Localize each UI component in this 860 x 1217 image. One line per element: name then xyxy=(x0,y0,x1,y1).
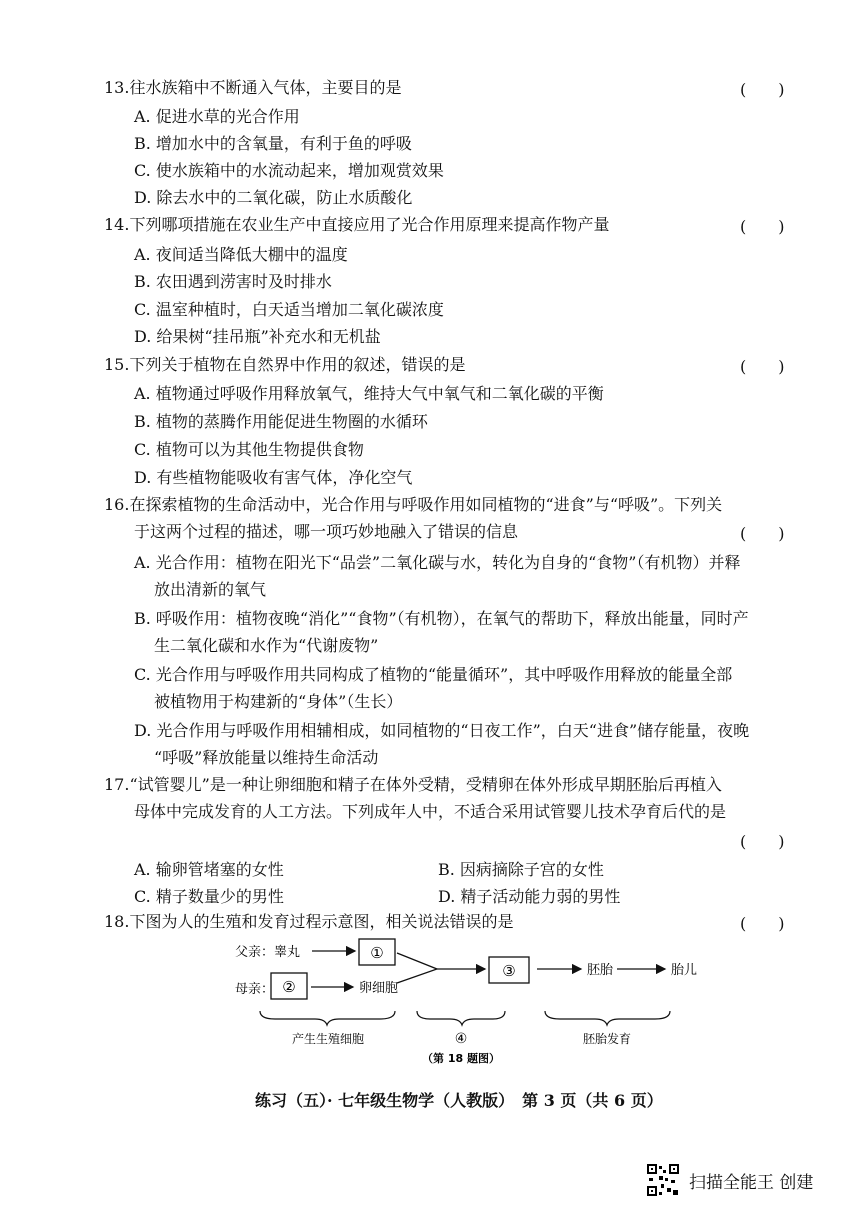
brace-left xyxy=(260,1011,395,1025)
egg-label: 卵细胞 xyxy=(359,981,399,996)
q14-option-d: D. 给果树“挂吊瓶”补充水和无机盐 xyxy=(134,327,381,346)
q17-option-a: A. 输卵管堵塞的女性 xyxy=(134,860,284,879)
page-footer: 练习（五）· 七年级生物学（人教版） 第 3 页（共 6 页） xyxy=(255,1091,663,1110)
q17-answer-paren: ( ) xyxy=(740,832,785,851)
label-4: ④ xyxy=(454,1031,468,1047)
q17-option-c: C. 精子数量少的男性 xyxy=(134,887,284,906)
q18-stem: 18.下图为人的生殖和发育过程示意图，相关说法错误的是 xyxy=(104,912,514,931)
q16-option-c-line2: 被植物用于构建新的“身体”（生长） xyxy=(154,692,403,711)
label-embryo-development: 胚胎发育 xyxy=(582,1032,632,1046)
box-1-label: ① xyxy=(370,944,384,962)
father-label: 父亲：睾丸 xyxy=(235,945,301,960)
q13-option-a: A. 促进水草的光合作用 xyxy=(134,107,300,126)
q14-stem: 14.下列哪项措施在农业生产中直接应用了光合作用原理来提高作物产量 xyxy=(104,215,610,234)
merge-lines xyxy=(397,953,437,983)
q13-option-d: D. 除去水中的二氧化碳，防止水质酸化 xyxy=(134,188,413,207)
q16-option-c-line1: C. 光合作用与呼吸作用共同构成了植物的“能量循环”，其中呼吸作用释放的能量全部 xyxy=(134,665,733,684)
q16-option-a-line1: A. 光合作用：植物在阳光下“品尝”二氧化碳与水，转化为自身的“食物”（有机物）并释 xyxy=(134,553,741,572)
q17-stem-line1: 17.“试管婴儿”是一种让卵细胞和精子在体外受精，受精卵在体外形成早期胚胎后再植入 xyxy=(104,775,722,794)
q16-stem-line2: 于这两个过程的描述，哪一项巧妙地融入了错误的信息 xyxy=(134,522,519,541)
brace-right xyxy=(545,1011,670,1025)
q15-option-b: B. 植物的蒸腾作用能促进生物圈的水循环 xyxy=(134,412,428,431)
embryo-label: 胚胎 xyxy=(587,963,614,978)
q13-option-b: B. 增加水中的含氧量，有利于鱼的呼吸 xyxy=(134,134,412,153)
q13-answer-paren: ( ) xyxy=(740,80,785,99)
q16-option-b-line1: B. 呼吸作用：植物夜晚“消化”“食物”（有机物），在氧气的帮助下，释放出能量，同时产 xyxy=(134,609,749,628)
q15-option-a: A. 植物通过呼吸作用释放氧气，维持大气中氧气和二氧化碳的平衡 xyxy=(134,384,604,403)
q14-option-c: C. 温室种植时，白天适当增加二氧化碳浓度 xyxy=(134,300,444,319)
q13-stem: 13.往水族箱中不断通入气体，主要目的是 xyxy=(104,78,402,97)
box-3-label: ③ xyxy=(502,962,516,980)
brace-mid xyxy=(417,1011,505,1025)
q16-answer-paren: ( ) xyxy=(740,524,785,543)
q17-option-b: B. 因病摘除子宫的女性 xyxy=(438,860,604,879)
q17-option-d: D. 精子活动能力弱的男性 xyxy=(438,887,621,906)
watermark-text: 扫描全能王 创建 xyxy=(689,1172,814,1193)
q16-option-d-line2: “呼吸”释放能量以维持生命活动 xyxy=(154,748,379,767)
reproduction-diagram xyxy=(225,935,745,1075)
figure-caption: （第 18 题图） xyxy=(422,1052,500,1065)
q15-answer-paren: ( ) xyxy=(740,357,785,376)
box-2-label: ② xyxy=(282,978,296,996)
q16-stem-line1: 16.在探索植物的生命活动中，光合作用与呼吸作用如同植物的“进食”与“呼吸”。下列关 xyxy=(104,495,723,514)
mother-label: 母亲： xyxy=(235,982,275,997)
q15-option-c: C. 植物可以为其他生物提供食物 xyxy=(134,440,364,459)
q14-option-a: A. 夜间适当降低大棚中的温度 xyxy=(134,245,348,264)
q16-option-d-line1: D. 光合作用与呼吸作用相辅相成，如同植物的“日夜工作”，白天“进食”储存能量，夜晚 xyxy=(134,721,750,740)
q15-option-d: D. 有些植物能吸收有害气体，净化空气 xyxy=(134,468,413,487)
q14-option-b: B. 农田遇到涝害时及时排水 xyxy=(134,272,332,291)
q13-option-c: C. 使水族箱中的水流动起来，增加观赏效果 xyxy=(134,161,444,180)
label-produce-germ-cells: 产生生殖细胞 xyxy=(291,1032,365,1046)
q18-answer-paren: ( ) xyxy=(740,914,785,933)
q16-option-a-line2: 放出清新的氧气 xyxy=(154,580,267,599)
fetus-label: 胎儿 xyxy=(671,963,698,978)
scanner-watermark xyxy=(645,1162,813,1198)
q14-answer-paren: ( ) xyxy=(740,217,785,236)
q16-option-b-line2: 生二氧化碳和水作为“代谢废物” xyxy=(154,636,379,655)
q15-stem: 15.下列关于植物在自然界中作用的叙述，错误的是 xyxy=(104,355,466,374)
qr-code-icon xyxy=(645,1162,681,1198)
q17-stem-line2: 母体中完成发育的人工方法。下列成年人中，不适合采用试管婴儿技术孕育后代的是 xyxy=(134,802,727,821)
